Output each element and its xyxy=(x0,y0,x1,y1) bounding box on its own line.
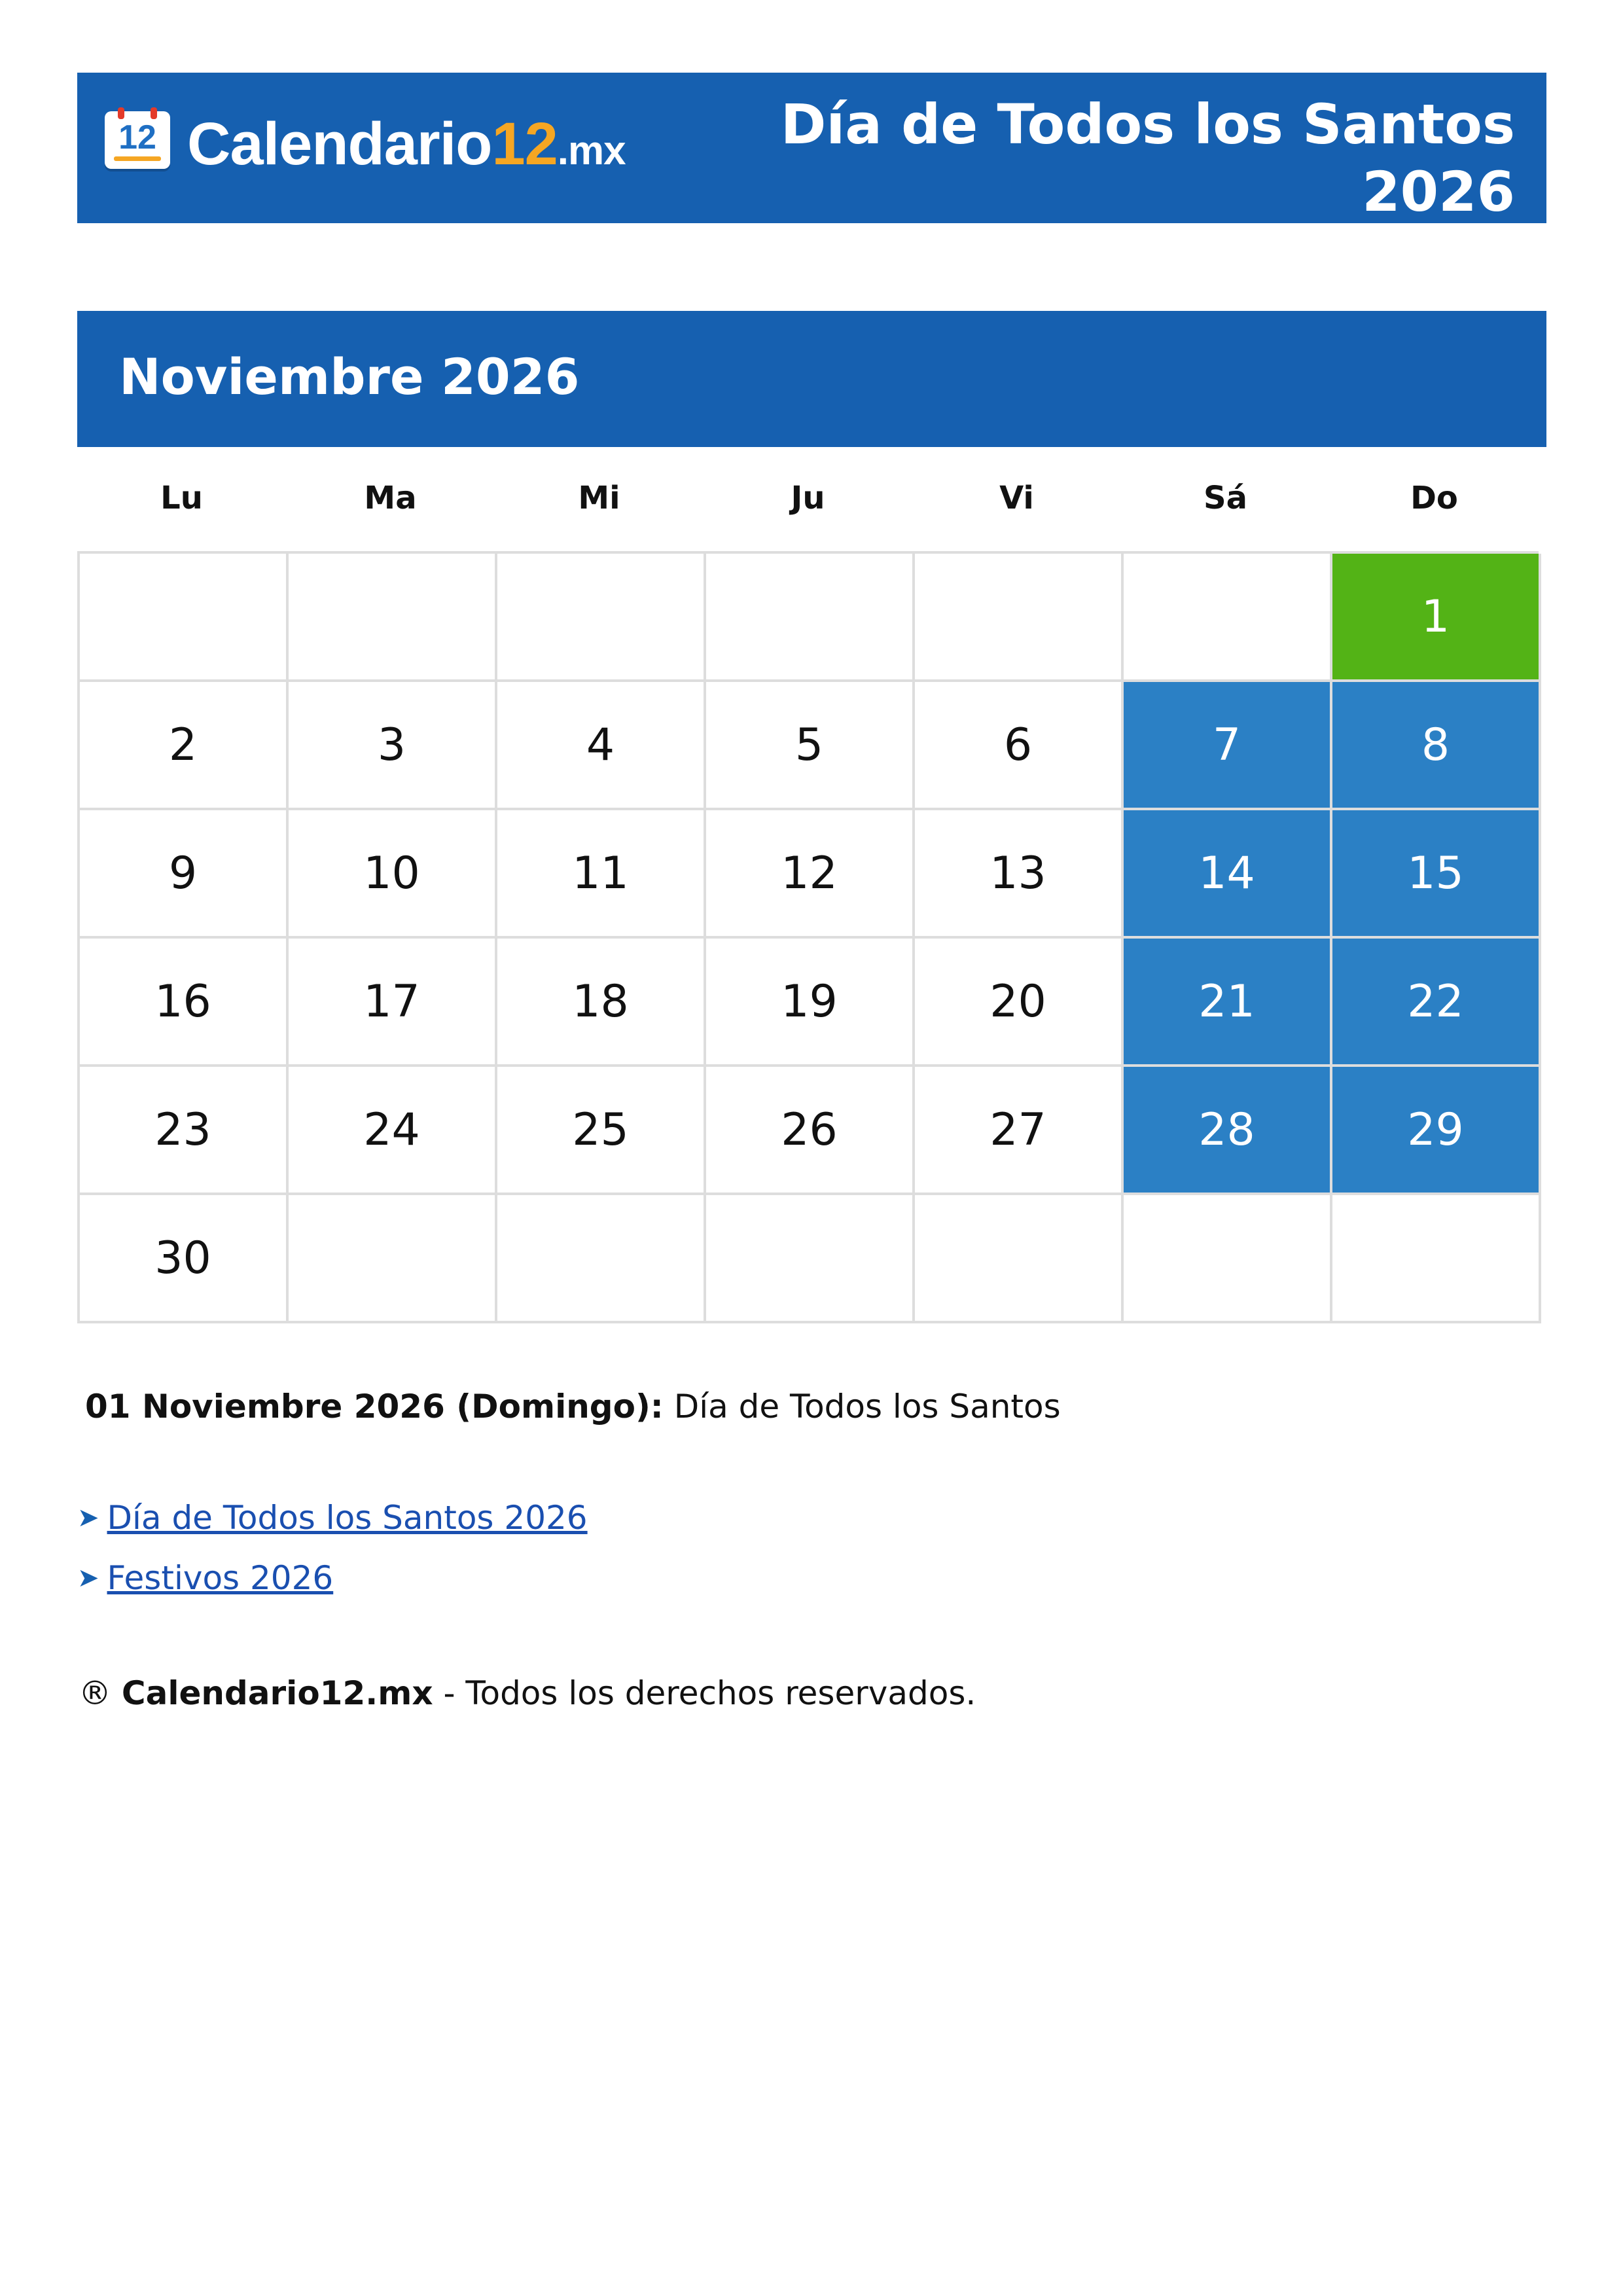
day-cell: 22 xyxy=(1332,939,1541,1067)
empty-day-cell xyxy=(706,1195,915,1323)
day-cell: 17 xyxy=(289,939,497,1067)
empty-day-cell xyxy=(915,554,1124,682)
empty-day-cell xyxy=(1124,1195,1332,1323)
holiday-name: Día de Todos los Santos xyxy=(673,1388,1061,1426)
footer-text: - Todos los derechos reservados. xyxy=(443,1674,976,1712)
weekday-label: Ma xyxy=(364,480,417,516)
month-header xyxy=(77,311,1546,447)
footer-brand: Calendario12.mx xyxy=(121,1674,433,1712)
weekday-header-row xyxy=(77,480,1539,519)
holiday-date-label: 01 Noviembre 2026 (Domingo): xyxy=(85,1388,664,1426)
empty-day-cell xyxy=(497,554,706,682)
day-cell: 16 xyxy=(80,939,289,1067)
day-cell: 25 xyxy=(497,1067,706,1195)
link-holiday-2026[interactable]: Día de Todos los Santos 2026 xyxy=(107,1499,588,1537)
weekday-label: Mi xyxy=(578,480,620,516)
holiday-note xyxy=(85,1388,1061,1426)
logo-text xyxy=(187,110,626,179)
month-title: Noviembre 2026 xyxy=(119,348,580,406)
day-cell: 26 xyxy=(706,1067,915,1195)
day-cell: 9 xyxy=(80,810,289,939)
day-cell: 28 xyxy=(1124,1067,1332,1195)
weekday-label: Sá xyxy=(1204,480,1247,516)
logo-text-tld: .mx xyxy=(557,128,626,173)
site-logo[interactable] xyxy=(105,108,626,180)
empty-day-cell xyxy=(497,1195,706,1323)
day-cell: 2 xyxy=(80,682,289,810)
calendar-icon-number: 12 xyxy=(118,118,156,156)
day-cell-holiday: 1 xyxy=(1332,554,1541,682)
arrow-right-icon: ➤ xyxy=(77,1563,99,1593)
empty-day-cell xyxy=(1332,1195,1541,1323)
link-festivos-2026[interactable]: Festivos 2026 xyxy=(107,1559,334,1597)
logo-text-main: Calendario xyxy=(187,110,492,177)
empty-day-cell xyxy=(289,1195,497,1323)
calendar-grid xyxy=(77,551,1539,1323)
day-cell: 11 xyxy=(497,810,706,939)
footer xyxy=(79,1674,976,1712)
day-cell: 10 xyxy=(289,810,497,939)
day-cell: 4 xyxy=(497,682,706,810)
link-row xyxy=(77,1548,588,1608)
day-cell: 24 xyxy=(289,1067,497,1195)
day-cell: 8 xyxy=(1332,682,1541,810)
page-title-line1: Día de Todos los Santos xyxy=(780,92,1515,156)
empty-day-cell xyxy=(80,554,289,682)
page-title-line2: 2026 xyxy=(1362,160,1515,224)
page-header xyxy=(77,73,1546,223)
day-cell: 6 xyxy=(915,682,1124,810)
day-cell: 7 xyxy=(1124,682,1332,810)
page-title xyxy=(664,91,1515,226)
day-cell: 19 xyxy=(706,939,915,1067)
day-cell: 29 xyxy=(1332,1067,1541,1195)
empty-day-cell xyxy=(289,554,497,682)
calendar-icon xyxy=(105,111,170,169)
day-cell: 13 xyxy=(915,810,1124,939)
weekday-label: Vi xyxy=(999,480,1034,516)
logo-text-accent: 12 xyxy=(491,110,558,177)
day-cell: 27 xyxy=(915,1067,1124,1195)
empty-day-cell xyxy=(915,1195,1124,1323)
day-cell: 18 xyxy=(497,939,706,1067)
link-row xyxy=(77,1488,588,1548)
day-cell: 15 xyxy=(1332,810,1541,939)
day-cell: 5 xyxy=(706,682,915,810)
empty-day-cell xyxy=(1124,554,1332,682)
related-links xyxy=(77,1488,588,1608)
day-cell: 14 xyxy=(1124,810,1332,939)
day-cell: 30 xyxy=(80,1195,289,1323)
day-cell: 3 xyxy=(289,682,497,810)
weekday-label: Ju xyxy=(791,480,825,516)
registered-icon: ® xyxy=(79,1674,111,1712)
weekday-label: Lu xyxy=(160,480,203,516)
weekday-label: Do xyxy=(1410,480,1458,516)
day-cell: 23 xyxy=(80,1067,289,1195)
day-cell: 12 xyxy=(706,810,915,939)
day-cell: 21 xyxy=(1124,939,1332,1067)
empty-day-cell xyxy=(706,554,915,682)
arrow-right-icon: ➤ xyxy=(77,1503,99,1533)
day-cell: 20 xyxy=(915,939,1124,1067)
